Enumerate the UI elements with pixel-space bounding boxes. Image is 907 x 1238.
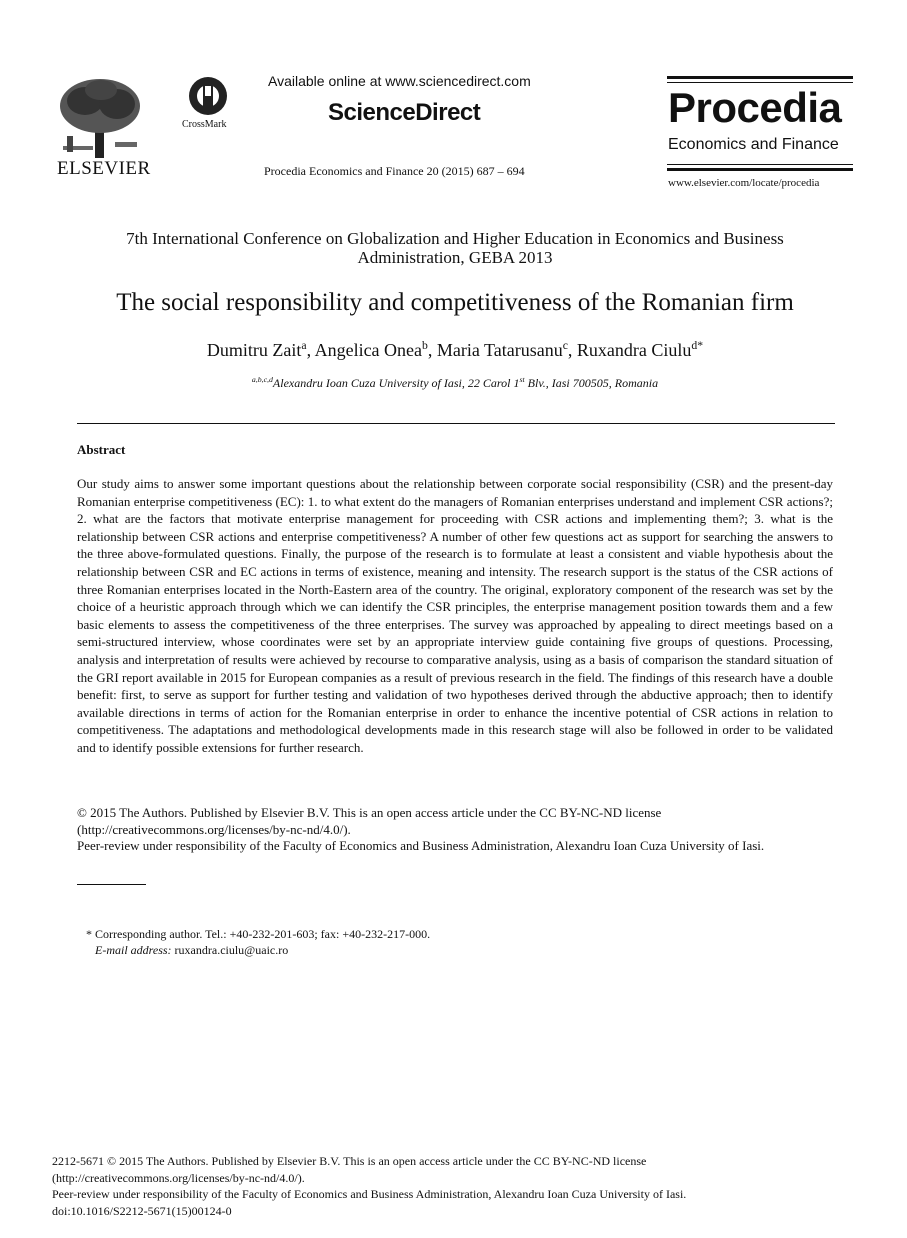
crossmark-label: CrossMark — [182, 119, 227, 130]
affiliation-sup: a,b,c,d — [251, 375, 273, 384]
author-sup: d* — [691, 339, 704, 352]
author-list: Dumitru Zait$^a$, Angelica Onea$^b$, Maria Tatarusanu$^c$, Ruxandra Ciulu$^{d*}$ — [206, 339, 704, 360]
issn-line: 2212-5671 © 2015 The Authors. Published by Elsevier B.V. This is an open access article under the CC BY-NC-ND license — [52, 1154, 647, 1168]
divider — [667, 168, 853, 171]
conference-name — [60, 229, 850, 267]
license-line: © 2015 The Authors. Published by Elsevier B.V. This is an open access article under the CC BY-NC-ND license — [77, 805, 662, 820]
divider — [667, 164, 853, 165]
footnote — [86, 926, 430, 958]
license-url-link[interactable]: (http://creativecommons.org/licenses/by-nc-nd/4.0/). — [77, 821, 351, 837]
author-name: Angelica Onea — [314, 340, 423, 360]
affiliation-text: Alexandru Ioan Cuza University of Iasi, 22 Carol 1 — [272, 376, 520, 390]
conference-line-2: Administration, GEBA 2013 — [357, 248, 553, 267]
sciencedirect-wordmark: ScienceDirect — [328, 99, 481, 126]
bottom-license-block — [52, 1153, 872, 1219]
author-sup: c — [562, 339, 568, 352]
conference-line-1: 7th International Conference on Globalization and Higher Education in Economics and Business — [126, 229, 784, 248]
abstract-body: Our study aims to answer some important questions about the relationship between corporate social responsibility (CSR) and the present-day Romanian enterprise competitiveness (EC): 1. to what extent do the managers of Romanian enterprises understand and implement CSR actions?; 2. what are the factors that motivate enterprise management for proceeding with CSR actions and implementing them?; 3. what is the relationship between CSR actions and enterprise competitiveness? A number of other few questions act as support for searching the answers to the three above-formulated questions. Finally, the purpose of the research is to formulate at least a consistent and viable hypothesis about the relationship between CSR and EC actions in terms of existence, meaning and intensity. The research support is the status of the CSR actions of three Romanian enterprises located in the North-Eastern area of the country. The original, exploratory component of the research was set by the choice of a heuristic approach through which we can identify the CSR principles, the enterprise management position towards them and a few basic elements to assess the competitiveness of the three enterprises. The survey was approached by appealing to direct meetings based on a semi-structured interview, whose coordinates were set by an appropriate interview guide containing five groups of questions. Processing, analysis and interpretation of results were achieved by recourse to comparative analysis, using as a basis of comparison the standard situation of the GRI report available in 2015 for European companies as a result of previous research in the field. The findings of this research have a double benefit: first, to serve as support for further testing and validation of two hypotheses derived through the abductive approach; then to identify available directions in terms of action for the Romanian enterprise in order to enhance the incentive potential of CSR actions in relation to competitiveness. The adaptations and methodological developments made in this research stage will also be followed in order to be validated and to identify possible extensions for further research. — [77, 476, 833, 755]
license-block — [77, 805, 847, 855]
journal-logo-subtitle: Economics and Finance — [668, 136, 839, 153]
footnote-divider — [77, 884, 146, 885]
doi-link[interactable]: doi:10.1016/S2212-5671(15)00124-0 — [52, 1203, 232, 1218]
author-name: Dumitru Zait — [206, 340, 302, 360]
author-name: Ruxandra Ciulu — [576, 340, 692, 360]
abstract-heading: Abstract — [77, 442, 126, 457]
bottom-peer-review: Peer-review under responsibility of the Faculty of Economics and Business Administration, Alexandru Ioan Cuza University of Iasi. — [52, 1187, 687, 1201]
author-sup: b — [422, 339, 428, 352]
author-sup: a — [301, 339, 307, 352]
author-name: Maria Tatarusanu — [436, 340, 563, 360]
divider — [77, 423, 835, 424]
available-online-text: Available online at www.sciencedirect.com — [268, 73, 531, 89]
peer-review-note: Peer-review under responsibility of the Faculty of Economics and Business Administration, Alexandru Ioan Cuza University of Iasi. — [77, 838, 765, 853]
bottom-license-url-link[interactable]: (http://creativecommons.org/licenses/by-nc-nd/4.0/). — [52, 1170, 305, 1185]
affiliation-ordinal: st — [519, 375, 525, 384]
email-link[interactable]: ruxandra.ciulu@uaic.ro — [174, 943, 289, 957]
publisher-wordmark: ELSEVIER — [57, 158, 151, 179]
email-label: E-mail address: — [95, 943, 172, 957]
corresponding-author: * Corresponding author. Tel.: +40-232-201-603; fax: +40-232-217-000. — [86, 927, 431, 941]
divider — [667, 76, 853, 79]
journal-logo-name: Procedia — [668, 84, 842, 131]
divider — [667, 82, 853, 83]
affiliation — [40, 375, 870, 391]
journal-reference: Procedia Economics and Finance 20 (2015) 687 – 694 — [264, 164, 525, 178]
journal-url-link[interactable]: www.elsevier.com/locate/procedia — [668, 177, 820, 189]
paper-title: The social responsibility and competitiveness of the Romanian firm — [116, 289, 794, 316]
affiliation-text-rest: Blv., Iasi 700505, Romania — [524, 376, 659, 390]
